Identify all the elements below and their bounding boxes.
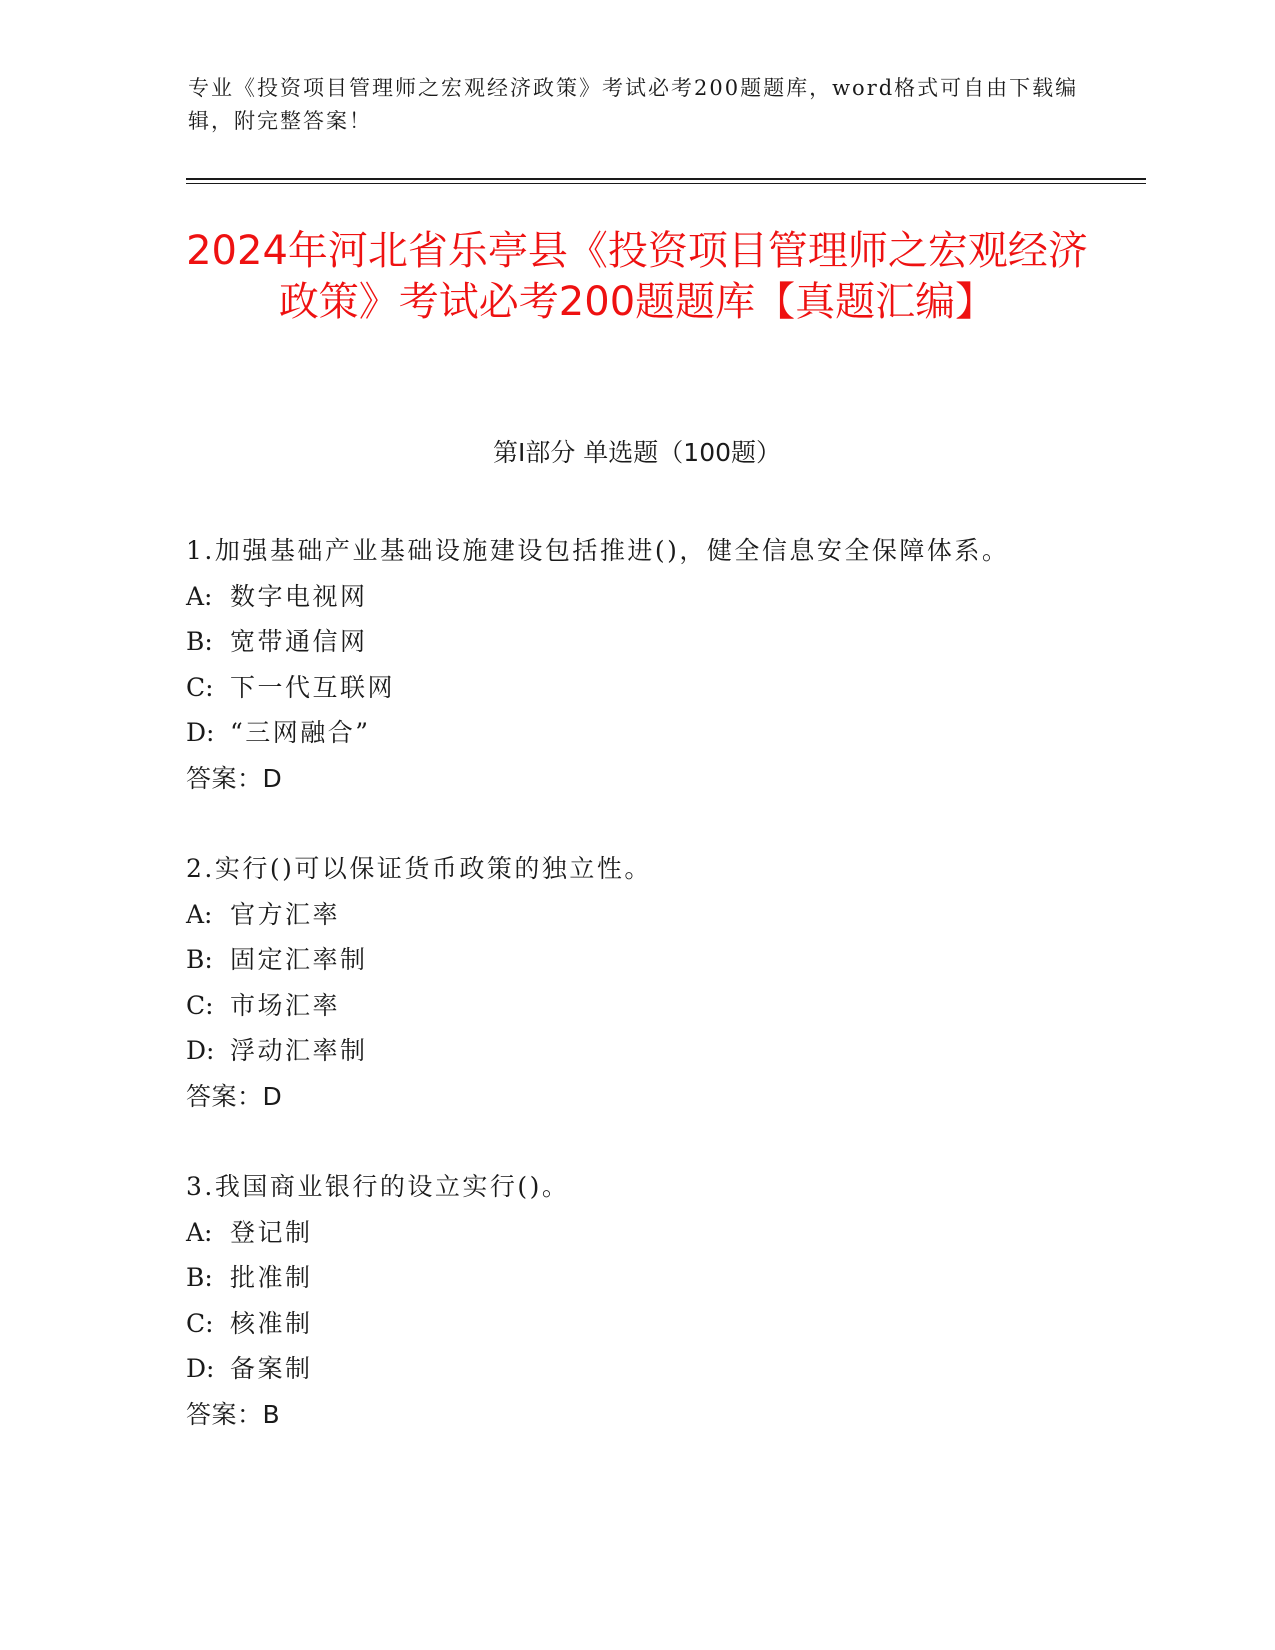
section-title: 第I部分 单选题（100题） (492, 438, 782, 467)
option-b (186, 1255, 1136, 1301)
option-b (186, 937, 1136, 983)
option-d (186, 710, 1136, 756)
header-note: 专业《投资项目管理师之宏观经济政策》考试必考200题题库，word格式可自由下载编辑，附完整答案！ (188, 76, 1079, 133)
option-key: D: (186, 1354, 215, 1383)
option-key: B: (186, 627, 213, 656)
option-text: 浮动汇率制 (230, 1036, 368, 1065)
option-key: A: (186, 1217, 213, 1247)
answer-line: 答案：D (186, 763, 283, 793)
option-text: “三网融合” (230, 718, 371, 747)
option-d (186, 1028, 1136, 1074)
option-a (186, 892, 1136, 938)
option-key: B: (186, 945, 213, 974)
option-key: A: (186, 899, 213, 929)
option-text: 下一代互联网 (230, 672, 396, 702)
option-text: 数字电视网 (230, 581, 368, 611)
answer-line: 答案：D (186, 1081, 283, 1111)
question-stem: 3.我国商业银行的设立实行()。 (186, 1172, 570, 1201)
question-stem: 1.加强基础产业基础设施建设包括推进()，健全信息安全保障体系。 (186, 536, 1010, 565)
header-divider-thin (186, 183, 1146, 184)
option-c (186, 983, 1136, 1029)
option-b (186, 619, 1136, 665)
option-a (186, 1210, 1136, 1256)
option-key: D: (186, 718, 215, 747)
option-key: D: (186, 1036, 215, 1065)
document-title: 2024年河北省乐亭县《投资项目管理师之宏观经济政策》考试必考200题题库【真题汇编】 (186, 228, 1088, 325)
option-c (186, 665, 1136, 711)
header-divider-thick (186, 178, 1146, 180)
answer-line: 答案：B (186, 1399, 281, 1429)
option-key: A: (186, 581, 213, 611)
question-stem: 2.实行()可以保证货币政策的独立性。 (186, 854, 652, 883)
question-1 (186, 528, 1136, 801)
option-text: 固定汇率制 (230, 945, 368, 974)
option-text: 备案制 (230, 1354, 313, 1383)
option-text: 宽带通信网 (230, 627, 368, 656)
option-c (186, 1301, 1136, 1347)
option-text: 核准制 (230, 1308, 313, 1338)
option-text: 批准制 (230, 1263, 313, 1292)
option-d (186, 1346, 1136, 1392)
option-key: C: (186, 1308, 214, 1338)
option-a (186, 574, 1136, 620)
option-key: C: (186, 672, 214, 702)
option-text: 官方汇率 (230, 899, 341, 929)
option-text: 市场汇率 (230, 990, 341, 1020)
question-3 (186, 1164, 1136, 1437)
option-key: C: (186, 990, 214, 1020)
option-key: B: (186, 1263, 213, 1292)
question-2 (186, 846, 1136, 1119)
option-text: 登记制 (230, 1217, 313, 1247)
